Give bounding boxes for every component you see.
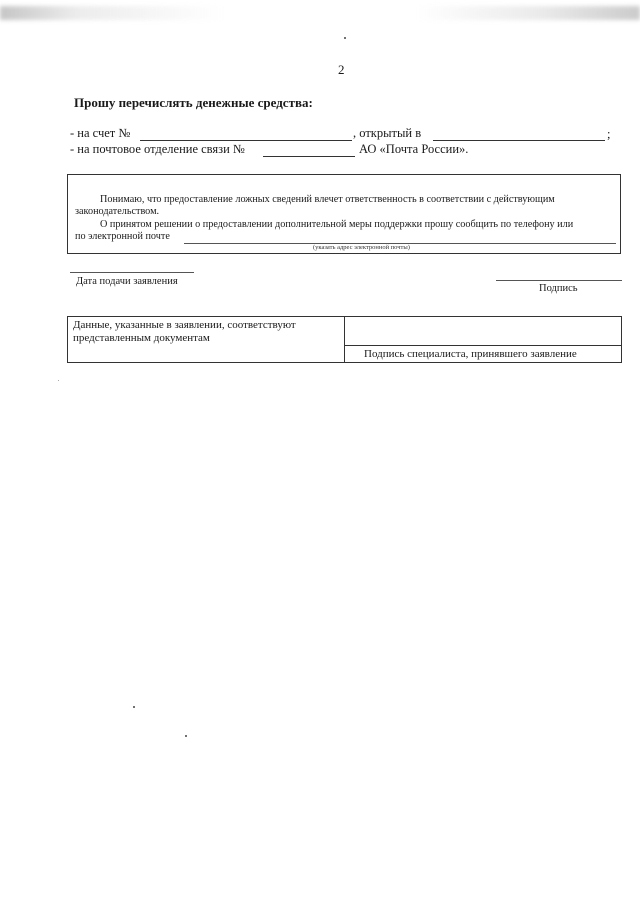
signature-label: Подпись [539, 283, 578, 294]
date-label: Дата подачи заявления [76, 276, 178, 287]
post-office-suffix: АО «Почта России». [359, 142, 469, 156]
scan-speck [133, 706, 135, 708]
verification-table [67, 316, 622, 363]
table-row-divider [344, 345, 621, 346]
specialist-signature-label: Подпись специалиста, принявшего заявление [364, 348, 577, 360]
page-number: 2 [338, 62, 345, 77]
statement-line-2: представленным документам [73, 332, 210, 344]
notice-text-2a: О принятом решении о предоставлении дополнительной меры поддержки прошу сообщить по телефону или [100, 219, 574, 230]
account-label: - на счет № [70, 126, 131, 140]
scan-speck [185, 735, 187, 737]
account-number-field[interactable] [140, 140, 352, 141]
scan-speck [58, 380, 59, 381]
table-column-divider [344, 317, 345, 362]
post-office-label: - на почтовое отделение связи № [70, 142, 245, 156]
scan-shadow [0, 6, 640, 20]
account-end-punct: ; [607, 127, 611, 141]
scan-speck [344, 37, 346, 39]
bank-name-field[interactable] [433, 140, 605, 141]
notice-box [67, 174, 621, 254]
signature-line[interactable] [496, 280, 622, 281]
post-office-number-field[interactable] [263, 156, 355, 157]
email-hint: (указать адрес электронной почты) [313, 244, 410, 251]
statement-line-1: Данные, указанные в заявлении, соответствуют [73, 319, 296, 331]
account-opened-label: , открытый в [353, 126, 422, 140]
date-line[interactable] [70, 272, 194, 273]
payment-heading: Прошу перечислять денежные средства: [74, 95, 313, 110]
notice-text-1a: Понимаю, что предоставление ложных сведений влечет ответственность в соответствии с действующим [100, 194, 555, 205]
notice-text-1b: законодательством. [75, 206, 160, 217]
notice-text-2b: по электронной почте [75, 231, 170, 242]
